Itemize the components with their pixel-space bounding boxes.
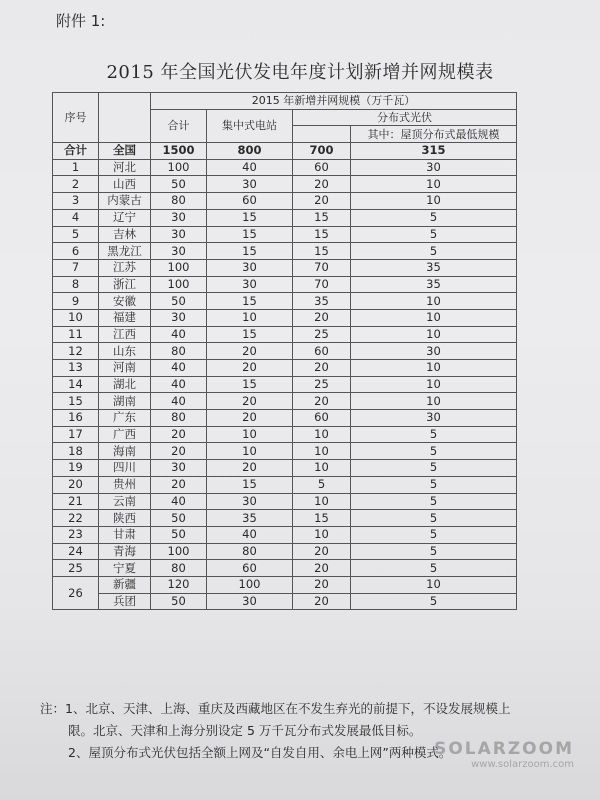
cell-index: 6	[53, 243, 99, 260]
table-row	[53, 493, 517, 510]
cell-centralized: 10	[207, 443, 293, 460]
cell-total: 50	[151, 176, 207, 193]
cell-total: 30	[151, 226, 207, 243]
cell-distributed: 20	[293, 543, 351, 560]
cell-index: 9	[53, 293, 99, 310]
cell-centralized: 20	[207, 343, 293, 360]
header-rooftop-min: 其中：屋顶分布式最低规模	[351, 126, 517, 143]
cell-index: 10	[53, 309, 99, 326]
cell-total: 50	[151, 293, 207, 310]
cell-index: 16	[53, 410, 99, 427]
cell-centralized: 30	[207, 259, 293, 276]
total-label: 合计	[53, 143, 99, 160]
cell-index: 21	[53, 493, 99, 510]
cell-index: 26	[53, 576, 99, 609]
cell-rooftop: 5	[351, 593, 517, 610]
cell-index: 3	[53, 193, 99, 210]
cell-total: 50	[151, 526, 207, 543]
table-row	[53, 576, 517, 593]
cell-rooftop: 5	[351, 460, 517, 477]
cell-centralized: 100	[207, 576, 293, 593]
table-row	[53, 176, 517, 193]
cell-total: 40	[151, 326, 207, 343]
total-rooftop: 315	[351, 143, 517, 160]
cell-region: 山东	[99, 343, 151, 360]
cell-total: 100	[151, 159, 207, 176]
cell-index: 13	[53, 360, 99, 377]
cell-rooftop: 5	[351, 560, 517, 577]
table-row	[53, 543, 517, 560]
cell-distributed: 60	[293, 410, 351, 427]
cell-total: 50	[151, 510, 207, 527]
cell-centralized: 15	[207, 209, 293, 226]
cell-total: 20	[151, 476, 207, 493]
table-row	[53, 476, 517, 493]
cell-distributed: 15	[293, 510, 351, 527]
cell-region: 河南	[99, 360, 151, 377]
cell-rooftop: 5	[351, 243, 517, 260]
header-distributed-blank	[293, 126, 351, 143]
table-row	[53, 510, 517, 527]
cell-distributed: 20	[293, 360, 351, 377]
cell-centralized: 15	[207, 326, 293, 343]
cell-total: 30	[151, 209, 207, 226]
cell-total: 30	[151, 243, 207, 260]
cell-centralized: 30	[207, 593, 293, 610]
cell-distributed: 20	[293, 593, 351, 610]
table-row	[53, 393, 517, 410]
table-row	[53, 343, 517, 360]
cell-region: 山西	[99, 176, 151, 193]
pv-capacity-table	[52, 92, 517, 610]
cell-distributed: 60	[293, 343, 351, 360]
cell-total: 100	[151, 543, 207, 560]
cell-distributed: 10	[293, 460, 351, 477]
table-row	[53, 460, 517, 477]
cell-centralized: 30	[207, 276, 293, 293]
cell-total: 40	[151, 393, 207, 410]
cell-rooftop: 10	[351, 576, 517, 593]
cell-rooftop: 5	[351, 476, 517, 493]
cell-rooftop: 35	[351, 276, 517, 293]
cell-distributed: 25	[293, 326, 351, 343]
cell-distributed: 20	[293, 393, 351, 410]
header-total: 合计	[151, 109, 207, 142]
cell-total: 80	[151, 410, 207, 427]
cell-centralized: 80	[207, 543, 293, 560]
cell-rooftop: 5	[351, 443, 517, 460]
header-distributed: 分布式光伏	[293, 109, 517, 126]
cell-rooftop: 10	[351, 193, 517, 210]
cell-centralized: 15	[207, 376, 293, 393]
cell-distributed: 20	[293, 193, 351, 210]
cell-centralized: 60	[207, 193, 293, 210]
cell-distributed: 60	[293, 159, 351, 176]
cell-distributed: 35	[293, 293, 351, 310]
header-scale-2015: 2015 年新增并网规模（万千瓦）	[151, 93, 517, 110]
cell-total: 20	[151, 443, 207, 460]
cell-index: 12	[53, 343, 99, 360]
cell-total: 80	[151, 560, 207, 577]
cell-centralized: 10	[207, 309, 293, 326]
cell-index: 1	[53, 159, 99, 176]
table-row	[53, 276, 517, 293]
cell-index: 19	[53, 460, 99, 477]
cell-index: 4	[53, 209, 99, 226]
cell-rooftop: 35	[351, 259, 517, 276]
table-row	[53, 593, 517, 610]
cell-region: 宁夏	[99, 560, 151, 577]
cell-index: 17	[53, 426, 99, 443]
cell-index: 24	[53, 543, 99, 560]
cell-total: 20	[151, 426, 207, 443]
cell-distributed: 70	[293, 259, 351, 276]
total-distributed: 700	[293, 143, 351, 160]
cell-region: 湖南	[99, 393, 151, 410]
cell-index: 2	[53, 176, 99, 193]
cell-rooftop: 5	[351, 510, 517, 527]
table-row	[53, 293, 517, 310]
table-row	[53, 243, 517, 260]
cell-region: 吉林	[99, 226, 151, 243]
cell-centralized: 40	[207, 526, 293, 543]
cell-distributed: 20	[293, 560, 351, 577]
cell-region: 浙江	[99, 276, 151, 293]
total-region: 全国	[99, 143, 151, 160]
cell-rooftop: 10	[351, 293, 517, 310]
table-row	[53, 360, 517, 377]
cell-region: 兵团	[99, 593, 151, 610]
cell-region: 青海	[99, 543, 151, 560]
cell-region: 江西	[99, 326, 151, 343]
cell-index: 18	[53, 443, 99, 460]
cell-distributed: 15	[293, 209, 351, 226]
cell-distributed: 15	[293, 226, 351, 243]
cell-region: 辽宁	[99, 209, 151, 226]
cell-region: 江苏	[99, 259, 151, 276]
cell-region: 湖北	[99, 376, 151, 393]
cell-region: 新疆	[99, 576, 151, 593]
total-centralized: 800	[207, 143, 293, 160]
document-title: 2015 年全国光伏发电年度计划新增并网规模表	[106, 62, 494, 83]
watermark	[434, 739, 574, 770]
cell-centralized: 10	[207, 426, 293, 443]
cell-index: 14	[53, 376, 99, 393]
cell-centralized: 15	[207, 226, 293, 243]
cell-total: 40	[151, 493, 207, 510]
watermark-url: www.solarzoom.com	[471, 759, 574, 770]
total-total: 1500	[151, 143, 207, 160]
cell-centralized: 15	[207, 476, 293, 493]
watermark-brand: SOLARZOOM	[434, 739, 574, 759]
cell-total: 40	[151, 376, 207, 393]
note-1-line-1: 注：1、北京、天津、上海、重庆及西藏地区在不发生弃光的前提下，不设发展规模上	[40, 701, 511, 716]
cell-rooftop: 30	[351, 159, 517, 176]
cell-region: 福建	[99, 309, 151, 326]
cell-distributed: 25	[293, 376, 351, 393]
cell-index: 25	[53, 560, 99, 577]
table-row	[53, 209, 517, 226]
cell-rooftop: 10	[351, 326, 517, 343]
cell-rooftop: 5	[351, 526, 517, 543]
cell-index: 8	[53, 276, 99, 293]
cell-region: 内蒙古	[99, 193, 151, 210]
cell-total: 50	[151, 593, 207, 610]
note-1-line-2: 限。北京、天津和上海分别设定 5 万千瓦分布式发展最低目标。	[68, 723, 422, 738]
cell-index: 11	[53, 326, 99, 343]
table-row	[53, 226, 517, 243]
cell-rooftop: 10	[351, 393, 517, 410]
cell-rooftop: 5	[351, 209, 517, 226]
table-row	[53, 376, 517, 393]
cell-distributed: 10	[293, 493, 351, 510]
cell-distributed: 5	[293, 476, 351, 493]
table-row	[53, 309, 517, 326]
cell-total: 40	[151, 360, 207, 377]
cell-total: 100	[151, 276, 207, 293]
cell-rooftop: 5	[351, 426, 517, 443]
table-row	[53, 526, 517, 543]
cell-rooftop: 5	[351, 226, 517, 243]
cell-rooftop: 5	[351, 493, 517, 510]
cell-centralized: 20	[207, 410, 293, 427]
cell-index: 15	[53, 393, 99, 410]
cell-distributed: 20	[293, 309, 351, 326]
table-row	[53, 159, 517, 176]
cell-index: 7	[53, 259, 99, 276]
header-centralized: 集中式电站	[207, 109, 293, 142]
header-index: 序号	[53, 93, 99, 143]
table-row	[53, 259, 517, 276]
table-row	[53, 410, 517, 427]
cell-centralized: 20	[207, 393, 293, 410]
cell-region: 海南	[99, 443, 151, 460]
cell-distributed: 20	[293, 176, 351, 193]
cell-centralized: 30	[207, 176, 293, 193]
cell-rooftop: 10	[351, 376, 517, 393]
table-row	[53, 443, 517, 460]
cell-centralized: 60	[207, 560, 293, 577]
cell-region: 安徽	[99, 293, 151, 310]
cell-region: 河北	[99, 159, 151, 176]
cell-centralized: 15	[207, 293, 293, 310]
cell-rooftop: 10	[351, 309, 517, 326]
cell-total: 120	[151, 576, 207, 593]
note-2: 2、屋顶分布式光伏包括全额上网及“自发自用、余电上网”两种模式。	[68, 745, 452, 760]
cell-rooftop: 10	[351, 360, 517, 377]
cell-index: 22	[53, 510, 99, 527]
cell-total: 80	[151, 343, 207, 360]
cell-distributed: 10	[293, 526, 351, 543]
cell-total: 30	[151, 309, 207, 326]
cell-centralized: 30	[207, 493, 293, 510]
cell-region: 广东	[99, 410, 151, 427]
cell-region: 云南	[99, 493, 151, 510]
cell-index: 23	[53, 526, 99, 543]
cell-centralized: 20	[207, 360, 293, 377]
cell-centralized: 35	[207, 510, 293, 527]
cell-total: 30	[151, 460, 207, 477]
cell-total: 100	[151, 259, 207, 276]
cell-rooftop: 5	[351, 543, 517, 560]
attachment-label: 附件 1:	[56, 12, 106, 30]
table-row	[53, 426, 517, 443]
cell-region: 甘肃	[99, 526, 151, 543]
cell-distributed: 70	[293, 276, 351, 293]
cell-distributed: 10	[293, 426, 351, 443]
cell-rooftop: 30	[351, 410, 517, 427]
cell-index: 20	[53, 476, 99, 493]
cell-distributed: 10	[293, 443, 351, 460]
cell-region: 陕西	[99, 510, 151, 527]
table-row	[53, 193, 517, 210]
table-row	[53, 326, 517, 343]
cell-region: 广西	[99, 426, 151, 443]
cell-centralized: 40	[207, 159, 293, 176]
cell-rooftop: 30	[351, 343, 517, 360]
header-region-blank	[99, 93, 151, 143]
cell-distributed: 15	[293, 243, 351, 260]
total-row	[53, 143, 517, 160]
cell-total: 80	[151, 193, 207, 210]
cell-distributed: 20	[293, 576, 351, 593]
cell-index: 5	[53, 226, 99, 243]
cell-rooftop: 10	[351, 176, 517, 193]
cell-region: 贵州	[99, 476, 151, 493]
cell-region: 四川	[99, 460, 151, 477]
cell-region: 黑龙江	[99, 243, 151, 260]
table-row	[53, 560, 517, 577]
cell-centralized: 15	[207, 243, 293, 260]
cell-centralized: 20	[207, 460, 293, 477]
